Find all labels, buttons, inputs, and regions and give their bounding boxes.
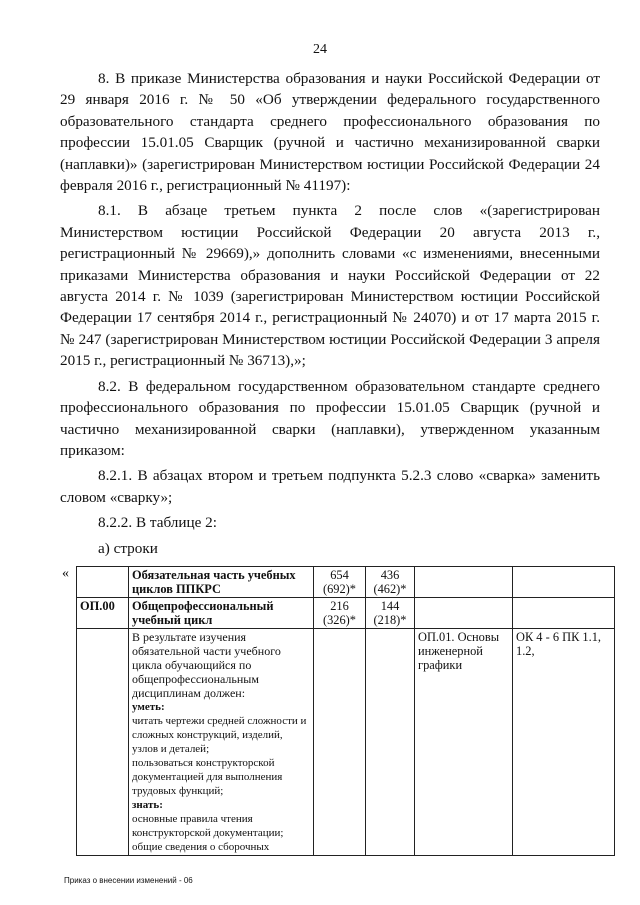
- table-row: [77, 567, 615, 598]
- paragraph-8: 8. В приказе Министерства образования и науки Российской Федерации от 29 января 2016 г. № 50 «Об утверждении федерального государственного образовательного стандарта среднего профессионального образования по профессии 15.01.05 Сварщик (ручной и частично механизированной сварки (наплавки)» (зарегистрирован Министерством юстиции Российской Федерации 24 февраля 2016 г., регистрационный № 41197):: [60, 70, 600, 195]
- cycle-name-cell: Общепрофессиональный учебный цикл: [129, 598, 314, 629]
- skill-item: пользоваться конструкторской документацией для выполнения трудовых функций;: [132, 757, 283, 797]
- table-row: [77, 598, 615, 629]
- page-footer: Приказ о внесении изменений - 06: [64, 876, 193, 885]
- code-cell: [77, 567, 129, 598]
- discipline-cell: ОП.01. Основы инженерной графики: [415, 629, 513, 856]
- paragraph-8-1: 8.1. В абзаце третьем пункта 2 после слов «(зарегистрирован Министерством юстиции Российской Федерации 20 августа 2013 г., регистрационный № 29669),» дополнить словами «с изменениями, внесенными приказами Министерства образования и науки Российской Федерации от 22 августа 2014 г. № 1039 (зарегистрирован Министерством юстиции Российской Федерации 17 сентября 2014 г., регистрационный № 24070) и от 17 марта 2015 г. № 247 (зарегистрирован Министерством юстиции Российской Федерации 3 апреля 2015 г., регистрационный № 36713),»;: [60, 202, 600, 370]
- paragraph-8-2-1: 8.2.1. В абзацах втором и третьем подпункта 5.2.3 слово «сварка» заменить словом «сварку»;: [60, 467, 600, 506]
- curriculum-table: [76, 566, 615, 856]
- knowledge-item: основные правила чтения конструкторской документации;: [132, 813, 284, 839]
- obligatory-hours-cell: 436 (462)*: [366, 567, 415, 598]
- discipline-cell: [415, 598, 513, 629]
- table-row: [77, 629, 615, 856]
- skill-item: читать чертежи средней сложности и сложных конструкций, изделий, узлов и деталей;: [132, 715, 307, 755]
- paragraph-8-2: 8.2. В федеральном государственном образовательном стандарте среднего профессионального образования по профессии 15.01.05 Сварщик (ручной и частично механизированной сварки (наплавки), утвержденном указанным приказом:: [60, 377, 600, 459]
- max-hours-cell: [314, 629, 366, 856]
- max-hours-cell: 216 (326)*: [314, 598, 366, 629]
- discipline-cell: [415, 567, 513, 598]
- knowledge-item: общие сведения о сборочных: [132, 841, 270, 853]
- paragraph-a: а) строки: [98, 539, 158, 557]
- paragraph-8-2-2: 8.2.2. В таблице 2:: [98, 514, 217, 532]
- requirements-intro: В результате изучения обязательной части учебного цикла обучающийся по общепрофессиональным дисциплинам должен:: [132, 630, 281, 700]
- competencies-cell: [513, 598, 615, 629]
- document-body: [60, 68, 600, 559]
- skills-label: уметь:: [132, 701, 165, 713]
- page-number: 24: [313, 42, 327, 57]
- code-cell: ОП.00: [77, 598, 129, 629]
- knowledge-label: знать:: [132, 799, 163, 811]
- requirements-cell: [129, 629, 314, 856]
- cycle-name-cell: Обязательная часть учебных циклов ППКРС: [129, 567, 314, 598]
- code-cell: [77, 629, 129, 856]
- obligatory-hours-cell: [366, 629, 415, 856]
- max-hours-cell: 654 (692)*: [314, 567, 366, 598]
- obligatory-hours-cell: 144 (218)*: [366, 598, 415, 629]
- competencies-cell: ОК 4 - 6 ПК 1.1, 1.2,: [513, 629, 615, 856]
- competencies-cell: [513, 567, 615, 598]
- opening-quote: «: [62, 566, 69, 581]
